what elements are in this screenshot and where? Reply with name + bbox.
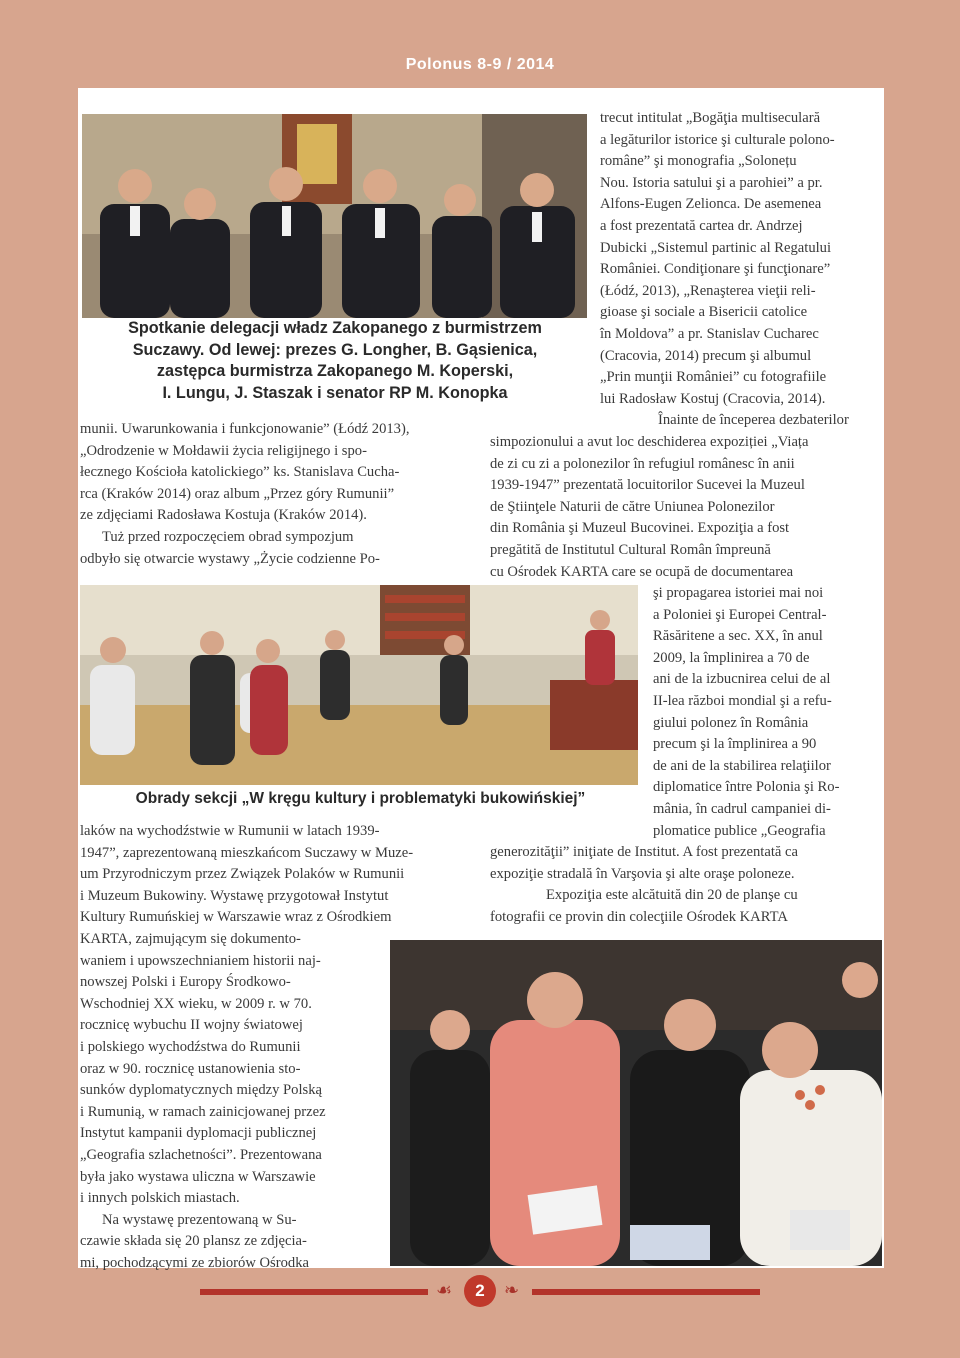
text-line: 2009, la împlinirea a 70 de	[653, 649, 810, 666]
text-line: um Przyrodniczym przez Związek Polaków w Rumunii	[80, 866, 405, 883]
romanian-text-1	[600, 108, 880, 432]
polish-text-1	[80, 419, 472, 570]
text-line: (Cracovia, 2014) precum şi albumul	[600, 347, 812, 364]
ornament-right-icon: ❧	[504, 1280, 520, 1301]
photo-session-caption: Obrady sekcji „W kręgu kultury i problematyki bukowińskiej”	[135, 790, 586, 807]
text-line: a fost prezentată cartea dr. Andrzej	[600, 217, 803, 234]
photo-delegation	[82, 114, 587, 318]
text-line: laków na wychodźstwie w Rumunii w latach 1939-	[80, 823, 380, 839]
text-line: (Łódź, 2013), „Renaşterea vieţii reli-	[600, 282, 816, 299]
text-line: łecznego Kościoła katolickiego” ks. Stanislava Cucha-	[80, 464, 400, 481]
text-line: Înainte de începerea dezbaterilor	[658, 412, 849, 429]
polish-text-2	[80, 821, 472, 929]
ornament-left-icon: ☙	[436, 1280, 453, 1301]
text-line: de zi cu zi a polonezilor în refugiul românesc în anii	[490, 455, 795, 472]
text-line: Instytut kampanii dyplomacji publicznej	[80, 1125, 317, 1142]
page-sheet	[78, 88, 884, 1271]
text-line: rca (Kraków 2014) oraz album „Przez góry Rumunii”	[80, 485, 395, 502]
text-line: trecut intitulat „Bogăţia multiseculară	[600, 110, 821, 126]
photo-delegation-caption	[90, 318, 580, 404]
text-line: Dubicki „Sistemul partinic al Regatului	[600, 239, 832, 256]
footer-bar-left	[200, 1289, 428, 1295]
text-line: lui Radosław Kostuj (Cracovia, 2014).	[600, 390, 826, 407]
romanian-text-2-wide	[490, 842, 880, 928]
text-line: II-lea război mondial şi a refu-	[653, 692, 832, 709]
text-line: în Moldova” a pr. Stanislav Cucharec	[600, 325, 819, 342]
text-line: KARTA, zajmującym się dokumento-	[80, 931, 301, 947]
text-line: „Odrodzenie w Mołdawii życia religijnego i spo-	[80, 442, 367, 459]
text-line: simpozionului a avut loc deschiderea expoziției „Viața	[490, 434, 809, 450]
caption-line: zastępca burmistrza Zakopanego M. Koperski,	[156, 362, 514, 381]
text-line: „Geografia szlachetności”. Prezentowana	[80, 1146, 322, 1163]
text-line: de ani de la stabilirea relaţiilor	[653, 757, 831, 774]
caption-line: Suczawy. Od lewej: prezes G. Longher, B. Gąsienica,	[132, 340, 538, 359]
text-line: mi, pochodzącymi ze zbiorów Ośrodka	[80, 1254, 309, 1271]
text-line: Kultury Rumuńskiej w Warszawie wraz z Ośrodkiem	[80, 909, 392, 926]
header-title: Polonus 8-9 / 2014	[405, 56, 555, 73]
romanian-text-2	[490, 432, 880, 583]
text-line: pregătită de Institutul Cultural Român împreună	[490, 541, 771, 558]
footer-bar-right	[532, 1289, 760, 1295]
text-line: munii. Uwarunkowania i funkcjonowanie” (Łódź 2013),	[80, 421, 410, 437]
photo-session	[80, 585, 638, 785]
text-line: odbyło się otwarcie wystawy „Życie codzienne Po-	[80, 550, 380, 567]
text-line: şi propagarea istoriei mai noi	[653, 585, 824, 601]
text-line: była jako wystawa uliczna w Warszawie	[80, 1168, 316, 1185]
caption-line: Spotkanie delegacji władz Zakopanego z burmistrzem	[128, 319, 542, 337]
text-line: i polskiego wychodźstwa do Rumunii	[80, 1038, 301, 1055]
text-line: czawie składa się 20 plansz ze zdjęcia-	[80, 1233, 307, 1250]
text-line: gioase şi sociale a Bisericii catolice	[600, 304, 808, 321]
text-line: sunków dyplomatycznych między Polską	[80, 1082, 322, 1099]
text-line: 1947”, zaprezentowaną mieszkańcom Suczawy w Muze-	[80, 844, 414, 861]
text-line: Na wystawę prezentowaną w Su-	[102, 1211, 297, 1228]
text-line: Alfons-Eugen Zelionca. De asemenea	[600, 196, 822, 213]
text-line: Wschodniej XX wieku, w 2009 r. w 70.	[80, 995, 312, 1012]
text-line: precum şi la împlinirea a 90	[653, 736, 817, 753]
polish-text-2-narrow	[80, 929, 378, 1275]
text-line: române” şi monografia „Solonețu	[600, 153, 797, 170]
text-line: i innych polskich miastach.	[80, 1190, 240, 1207]
text-line: nowszej Polski i Europy Środkowo-	[80, 974, 291, 991]
text-line: Răsăritene a sec. XX, în anul	[653, 628, 823, 645]
text-line: plomatice publice „Geografia	[653, 822, 826, 839]
caption-line: I. Lungu, J. Staszak i senator RP M. Konopka	[162, 383, 508, 402]
text-line: a Poloniei şi Europei Central-	[653, 606, 827, 623]
text-line: „Prin munţii României” cu fotografiile	[600, 369, 827, 386]
text-line: ani de la izbucnirea celui de al	[653, 671, 831, 688]
text-line: 1939-1947” prezentată locuitorilor Sucevei la Muzeul	[490, 477, 805, 494]
romanian-text-2-narrow	[653, 583, 880, 842]
text-line: Nou. Istoria satului şi a parohiei” a pr.	[600, 174, 823, 191]
text-line: i Muzeum Bukowiny. Wystawę przygotował Instytut	[80, 887, 389, 904]
photo-exhibition	[390, 940, 882, 1266]
text-line: cu Ośrodek KARTA care se ocupă de documentarea	[490, 563, 794, 580]
text-line: mânia, în cadrul campaniei di-	[653, 800, 831, 817]
text-line: i Rumunią, w ramach zainicjowanej przez	[80, 1103, 326, 1120]
text-line: Tuż przed rozpoczęciem obrad sympozjum	[102, 528, 354, 545]
text-line: Expoziţia este alcătuită din 20 de planşe cu	[546, 887, 798, 904]
text-line: României. Condiţionare şi funcţionare”	[600, 261, 831, 278]
text-line: giului polonez în România	[653, 714, 809, 731]
text-line: oraz w 90. rocznicę ustanowienia sto-	[80, 1060, 301, 1077]
text-line: expoziţie stradală în Varşovia şi alte oraşe poloneze.	[490, 865, 795, 882]
text-line: waniem i upowszechnianiem historii naj-	[80, 952, 321, 969]
text-line: diplomatice între Polonia şi Ro-	[653, 779, 840, 796]
text-line: a legăturilor istorice şi culturale polono-	[600, 131, 835, 148]
text-line: din România şi Muzeul Bucovinei. Expoziţia a fost	[490, 520, 790, 537]
page-number: 2	[464, 1275, 496, 1307]
text-line: de Ştiinţele Naturii de către Uniunea Polonezilor	[490, 498, 775, 515]
text-line: generozităţii” iniţiate de Institut. A fost prezentată ca	[490, 844, 798, 860]
text-line: ze zdjęciami Radosława Kostuja (Kraków 2014).	[80, 507, 367, 524]
text-line: fotografii ce provin din colecţiile Ośrodek KARTA	[490, 908, 788, 925]
text-line: rocznicę wybuchu II wojny światowej	[80, 1017, 303, 1034]
